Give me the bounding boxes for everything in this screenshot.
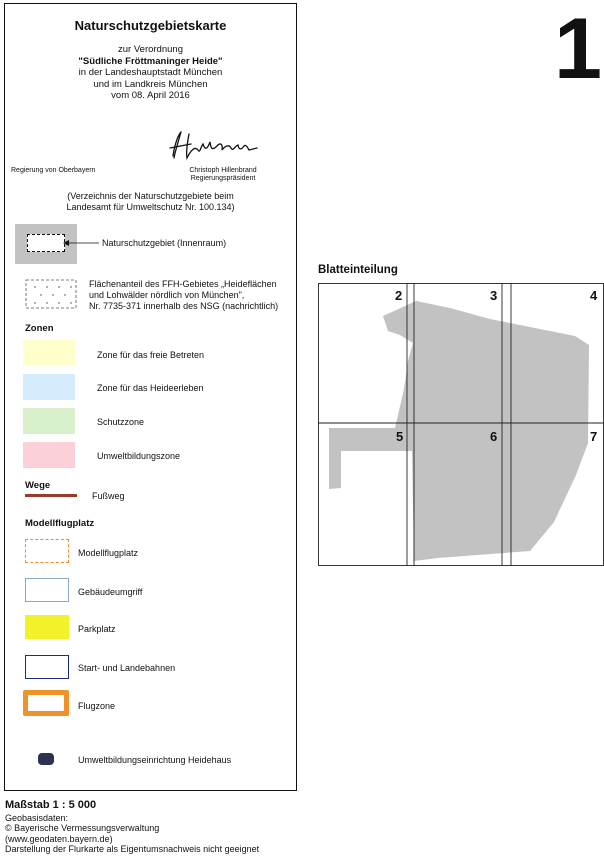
register-note bbox=[5, 191, 296, 213]
ffh-line: Nr. 7735-371 innerhalb des NSG (nachrichtlich) bbox=[89, 301, 279, 311]
modellflug-label: Flugzone bbox=[78, 701, 116, 711]
register-line: Landesamt für Umweltschutz Nr. 100.134) bbox=[66, 202, 235, 212]
fussweg-label: Fußweg bbox=[92, 491, 125, 501]
zonen-heading: Zonen bbox=[25, 323, 54, 334]
footer-line: © Bayerische Vermessungsverwaltung bbox=[5, 823, 160, 833]
nsg-area-shape bbox=[329, 301, 589, 561]
sheet-index-map bbox=[318, 283, 604, 567]
modellflug-label: Parkplatz bbox=[78, 624, 116, 634]
zone-swatch-heideerleben bbox=[23, 374, 75, 400]
modellflug-label: Start- und Landebahnen bbox=[78, 663, 176, 673]
intro-line: in der Landeshauptstadt München bbox=[78, 67, 223, 78]
sheet-number-4: 4 bbox=[590, 288, 598, 303]
flugzone-symbol bbox=[23, 690, 69, 716]
sheet-number-7: 7 bbox=[590, 429, 598, 444]
signature-block bbox=[183, 167, 263, 183]
pointer-arrow-icon bbox=[61, 238, 101, 248]
zone-label: Zone für das Heideerleben bbox=[97, 383, 204, 393]
zone-swatch-schutzzone bbox=[23, 408, 75, 434]
zone-label: Schutzzone bbox=[97, 417, 145, 427]
signatory-role: Regierungspräsident bbox=[190, 175, 256, 182]
signature-authority: Regierung von Oberbayern bbox=[11, 167, 96, 174]
sheet-number-6: 6 bbox=[490, 429, 498, 444]
footer-line: Darstellung der Flurkarte als Eigentumsnachweis nicht geeignet bbox=[5, 844, 260, 854]
signatory-name: Christoph Hillenbrand bbox=[189, 167, 257, 174]
start-landebahnen-symbol bbox=[25, 655, 69, 679]
footer-line: Geobasisdaten: bbox=[5, 812, 69, 823]
heidehaus-icon bbox=[38, 753, 54, 765]
legend-title: Naturschutzgebietskarte bbox=[74, 18, 227, 33]
modellflugplatz-symbol bbox=[25, 539, 69, 563]
ffh-line: Flächenanteil des FFH-Gebietes „Heideflächen bbox=[89, 279, 277, 289]
intro-date: vom 08. April 2016 bbox=[111, 90, 190, 101]
nsg-label: Naturschutzgebiet (Innenraum) bbox=[102, 238, 227, 248]
zone-swatch-freies-betreten bbox=[23, 340, 75, 366]
blatteinteilung-title: Blatteinteilung bbox=[318, 264, 398, 276]
modellflug-heading: Modellflugplatz bbox=[25, 518, 95, 529]
sheet-number-2: 2 bbox=[395, 288, 403, 303]
footer-line: (www.geodaten.bayern.de) bbox=[5, 833, 113, 844]
ffh-line: und Lohwälder nördlich von München", bbox=[89, 290, 245, 300]
zone-label: Zone für das freie Betreten bbox=[97, 350, 205, 360]
parkplatz-symbol bbox=[25, 615, 69, 639]
signature-image bbox=[165, 128, 259, 166]
sheet-number-3: 3 bbox=[490, 288, 498, 303]
ffh-label bbox=[89, 279, 297, 312]
gebaeudeumgriff-symbol bbox=[25, 578, 69, 602]
sheet-number-5: 5 bbox=[396, 429, 404, 444]
wege-heading: Wege bbox=[25, 480, 51, 491]
page-number: 1 bbox=[554, 1, 602, 97]
legend-panel bbox=[4, 3, 297, 791]
fussweg-line-icon bbox=[25, 494, 77, 497]
zone-swatch-umweltbildung bbox=[23, 442, 75, 468]
footer bbox=[5, 800, 259, 855]
modellflug-label: Gebäudeumgriff bbox=[78, 587, 143, 597]
legend-intro bbox=[5, 44, 296, 102]
intro-line: und im Landkreis München bbox=[93, 78, 208, 90]
intro-regulation-name: "Südliche Fröttmaninger Heide" bbox=[78, 55, 223, 67]
ffh-area-icon bbox=[25, 279, 77, 309]
scale-label: Maßstab 1 : 5 000 bbox=[5, 799, 97, 811]
intro-line: zur Verordnung bbox=[118, 44, 183, 55]
nsg-boundary-icon bbox=[27, 234, 65, 252]
heidehaus-label: Umweltbildungseinrichtung Heidehaus bbox=[78, 755, 232, 765]
modellflug-label: Modellflugplatz bbox=[78, 548, 139, 558]
zone-label: Umweltbildungszone bbox=[97, 451, 181, 461]
register-line: (Verzeichnis der Naturschutzgebiete beim bbox=[67, 191, 234, 201]
